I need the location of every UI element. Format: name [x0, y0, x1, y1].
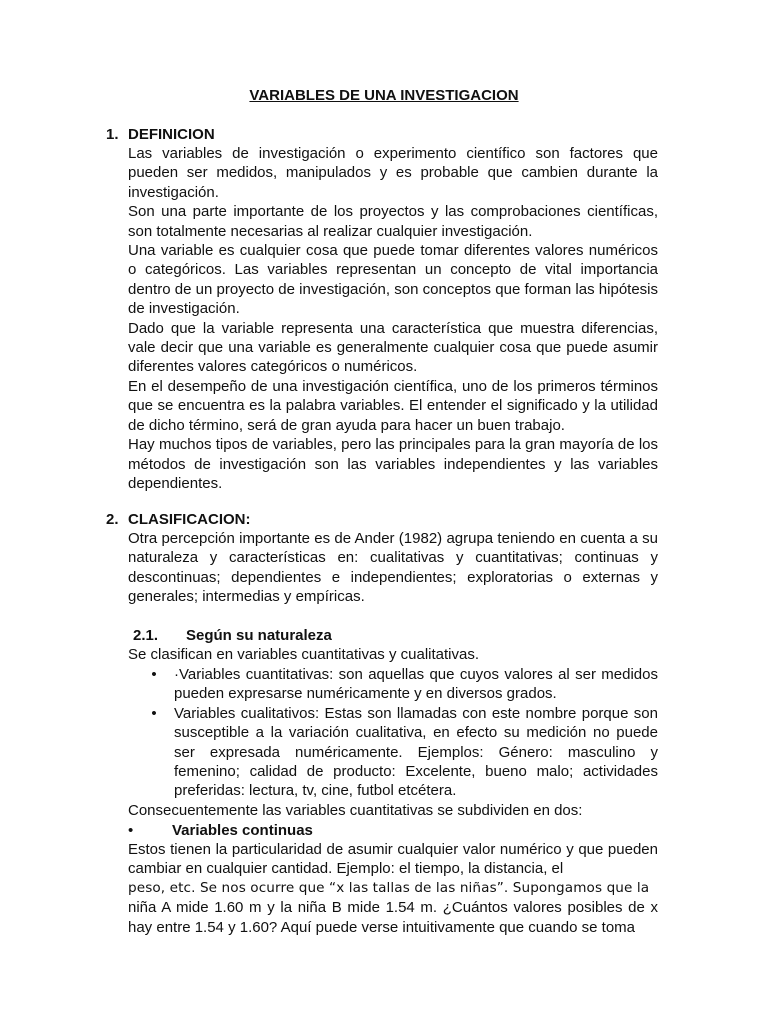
section-1-number: 1. — [106, 126, 119, 143]
continuous-variables-title: Variables continuas — [172, 822, 313, 839]
subsection-2-1-title: Según su naturaleza — [186, 627, 332, 644]
subdivide-line — [128, 801, 658, 820]
section-1-body — [128, 144, 658, 493]
paragraph: peso, etc. Se nos ocurre que “x las tallas de las niñas”. Supongamos que la — [128, 879, 650, 896]
paragraph: En el desempeño de una investigación científica, uno de los primeros términos que se encuentra es la palabra variables. El entender el significado y la utilidad de dicho término, será de gran ayuda para hacer un buen trabajo. — [128, 377, 658, 434]
paragraph: Estos tienen la particularidad de asumir cualquier valor numérico y que pueden cambiar en cualquier cantidad. Ejemplo: el tiempo, la distancia, el — [128, 841, 658, 878]
paragraph: Las variables de investigación o experimento científico son factores que pueden ser medidos, manipulados y es probable que cambien durante la investigación. — [128, 145, 658, 201]
continuous-variables-body — [128, 840, 658, 937]
list-item — [128, 704, 658, 801]
list-item — [128, 665, 658, 704]
subsection-2-1-heading — [133, 626, 332, 645]
section-2-heading — [106, 510, 251, 529]
paragraph: Se clasifican en variables cuantitativas y cualitativas. — [128, 646, 480, 663]
paragraph: niña A mide 1.60 m y la niña B mide 1.54 m. ¿Cuántos valores posibles de x hay entre 1.54 y 1.60? Aquí puede verse intuitivamente que cuando se toma — [128, 899, 658, 936]
subsection-2-1-intro — [128, 645, 658, 664]
paragraph: Hay muchos tipos de variables, pero las principales para la gran mayoría de los métodos de investigación son las variables independientes y las variables dependientes. — [128, 436, 658, 492]
section-2-number: 2. — [106, 511, 119, 528]
paragraph: Son una parte importante de los proyectos y las comprobaciones científicas, son totalmente necesarias al realizar cualquier investigación. — [128, 203, 658, 240]
bullet-icon: • — [128, 822, 134, 839]
paragraph: Otra percepción importante es de Ander (1982) agrupa teniendo en cuenta a su naturaleza y características en: cualitativas y cuantitativas; continuas y descontinuas; dependientes e independientes; exploratorias o externas y generales; intermedias y empíricas. — [128, 530, 658, 606]
section-2-body — [128, 529, 658, 607]
paragraph: Consecuentemente las variables cuantitativas se subdividen en dos: — [128, 802, 583, 819]
list-item-text: ·Variables cuantitativas: son aquellas que cuyos valores al ser medidos pueden expresarse numéricamente y en diversos grados. — [174, 666, 658, 703]
classification-bullet-list — [128, 665, 658, 801]
subsection-2-1-number: 2.1. — [133, 627, 159, 644]
document-title: VARIABLES DE UNA INVESTIGACION — [249, 87, 519, 104]
paragraph: Una variable es cualquier cosa que puede tomar diferentes valores numéricos o categóricos. Las variables representan un concepto de vital importancia dentro de un proyecto de investigación, son conceptos que forman las hipótesis de investigación. — [128, 242, 658, 318]
bullet-icon: • — [151, 666, 157, 683]
section-1-title: DEFINICION — [128, 126, 215, 143]
bullet-icon: • — [151, 704, 157, 722]
section-2-title: CLASIFICACION: — [128, 511, 251, 528]
paragraph: Dado que la variable representa una característica que muestra diferencias, vale decir que una variable es generalmente cualquier cosa que puede asumir diferentes valores categóricos o numéricos. — [128, 319, 658, 376]
continuous-variables-heading — [128, 821, 313, 840]
section-1-heading — [106, 125, 215, 144]
list-item-text: Variables cualitativos: Estas son llamadas con este nombre porque son susceptible a la variación cualitativa, en efecto su medición no puede ser expresada numéricamente. Ejemplos: Género: masculino y femenino; calidad de producto: Excelente, bueno malo; actividades preferidas: lectura, tv, cine, futbol etcétera. — [174, 704, 658, 800]
